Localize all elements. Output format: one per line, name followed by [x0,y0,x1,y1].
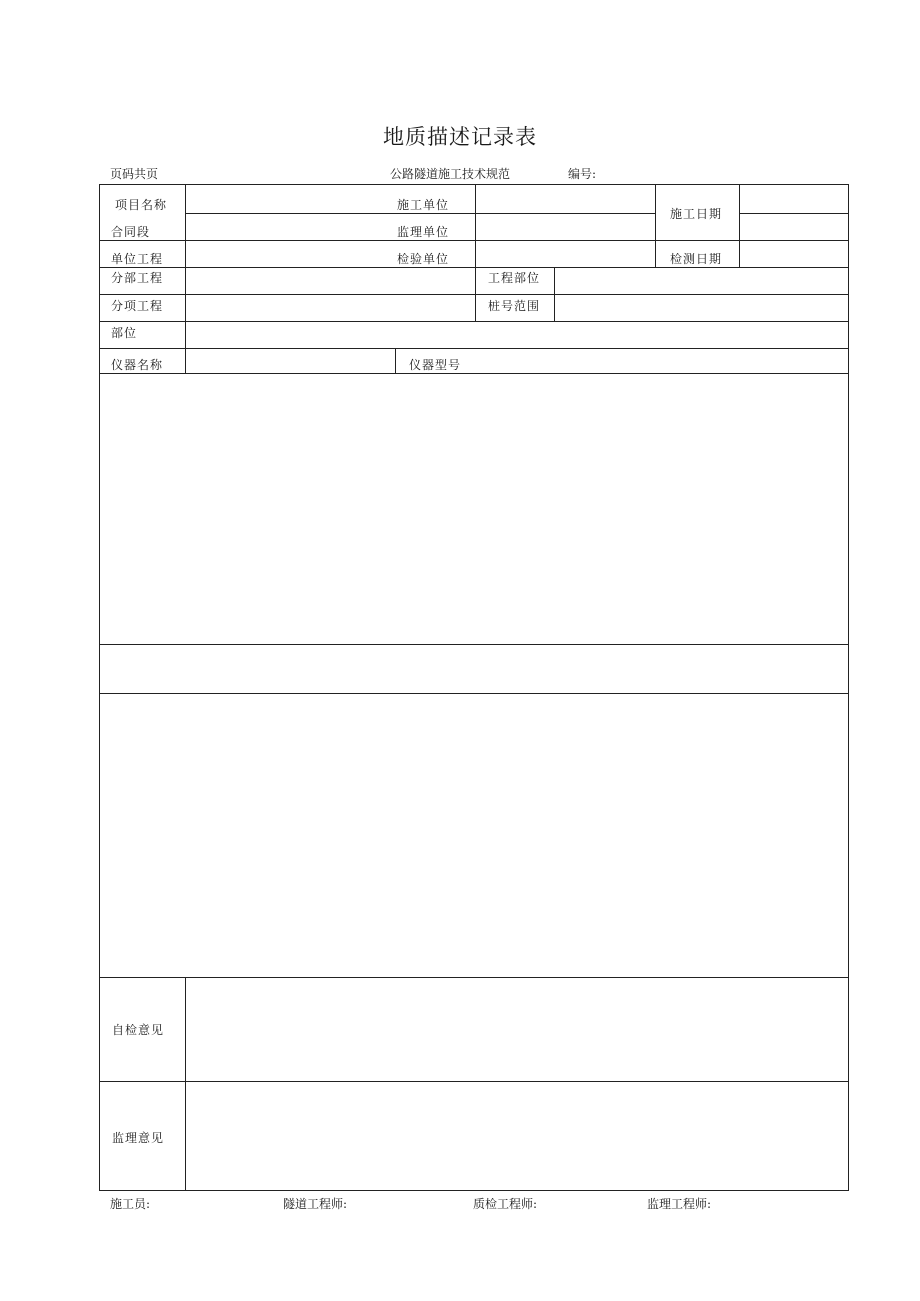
supervision-unit-label: 监理单位 [397,225,450,239]
column-divider [655,185,656,267]
column-divider [475,185,476,321]
project-location-label: 工程部位 [488,271,541,285]
column-divider [185,185,186,373]
constructor-signature-label: 施工员: [110,1197,151,1211]
contract-section-label: 合同段 [111,225,151,239]
pile-range-label: 桩号范围 [488,299,541,313]
column-divider [185,977,186,1191]
row-divider [100,693,849,694]
subdivision-project-label: 分项工程 [111,299,164,313]
page-info: 页码共页 [110,167,159,181]
row-divider [100,977,849,978]
row-divider [100,348,849,349]
page-title: 地质描述记录表 [383,125,537,149]
supervision-opinion-label: 监理意见 [112,1131,165,1145]
serial-number-label: 编号: [568,167,597,181]
instrument-model-label: 仪器型号 [409,358,462,372]
project-name-label: 项目名称 [115,198,168,212]
tunnel-engineer-signature-label: 隧道工程师: [283,1197,348,1211]
position-label: 部位 [111,326,138,340]
inspection-date-label: 检测日期 [670,252,723,266]
row-divider [739,213,849,214]
column-divider [739,185,740,267]
row-divider [100,1081,849,1082]
unit-project-label: 单位工程 [111,252,164,266]
division-project-label: 分部工程 [111,271,164,285]
qc-engineer-signature-label: 质检工程师: [473,1197,538,1211]
supervising-engineer-signature-label: 监理工程师: [647,1197,712,1211]
self-check-opinion-label: 自检意见 [112,1023,165,1037]
column-divider [395,348,396,373]
column-divider [554,267,555,321]
row-divider [185,213,655,214]
standard-name: 公路隧道施工技术规范 [390,167,511,181]
row-divider [100,644,849,645]
instrument-name-label: 仪器名称 [111,358,164,372]
inspection-unit-label: 检验单位 [397,252,450,266]
construction-unit-label: 施工单位 [397,198,450,212]
construction-date-label: 施工日期 [670,207,723,221]
row-divider [100,321,849,322]
row-divider [100,373,849,374]
form-table [99,184,849,1191]
